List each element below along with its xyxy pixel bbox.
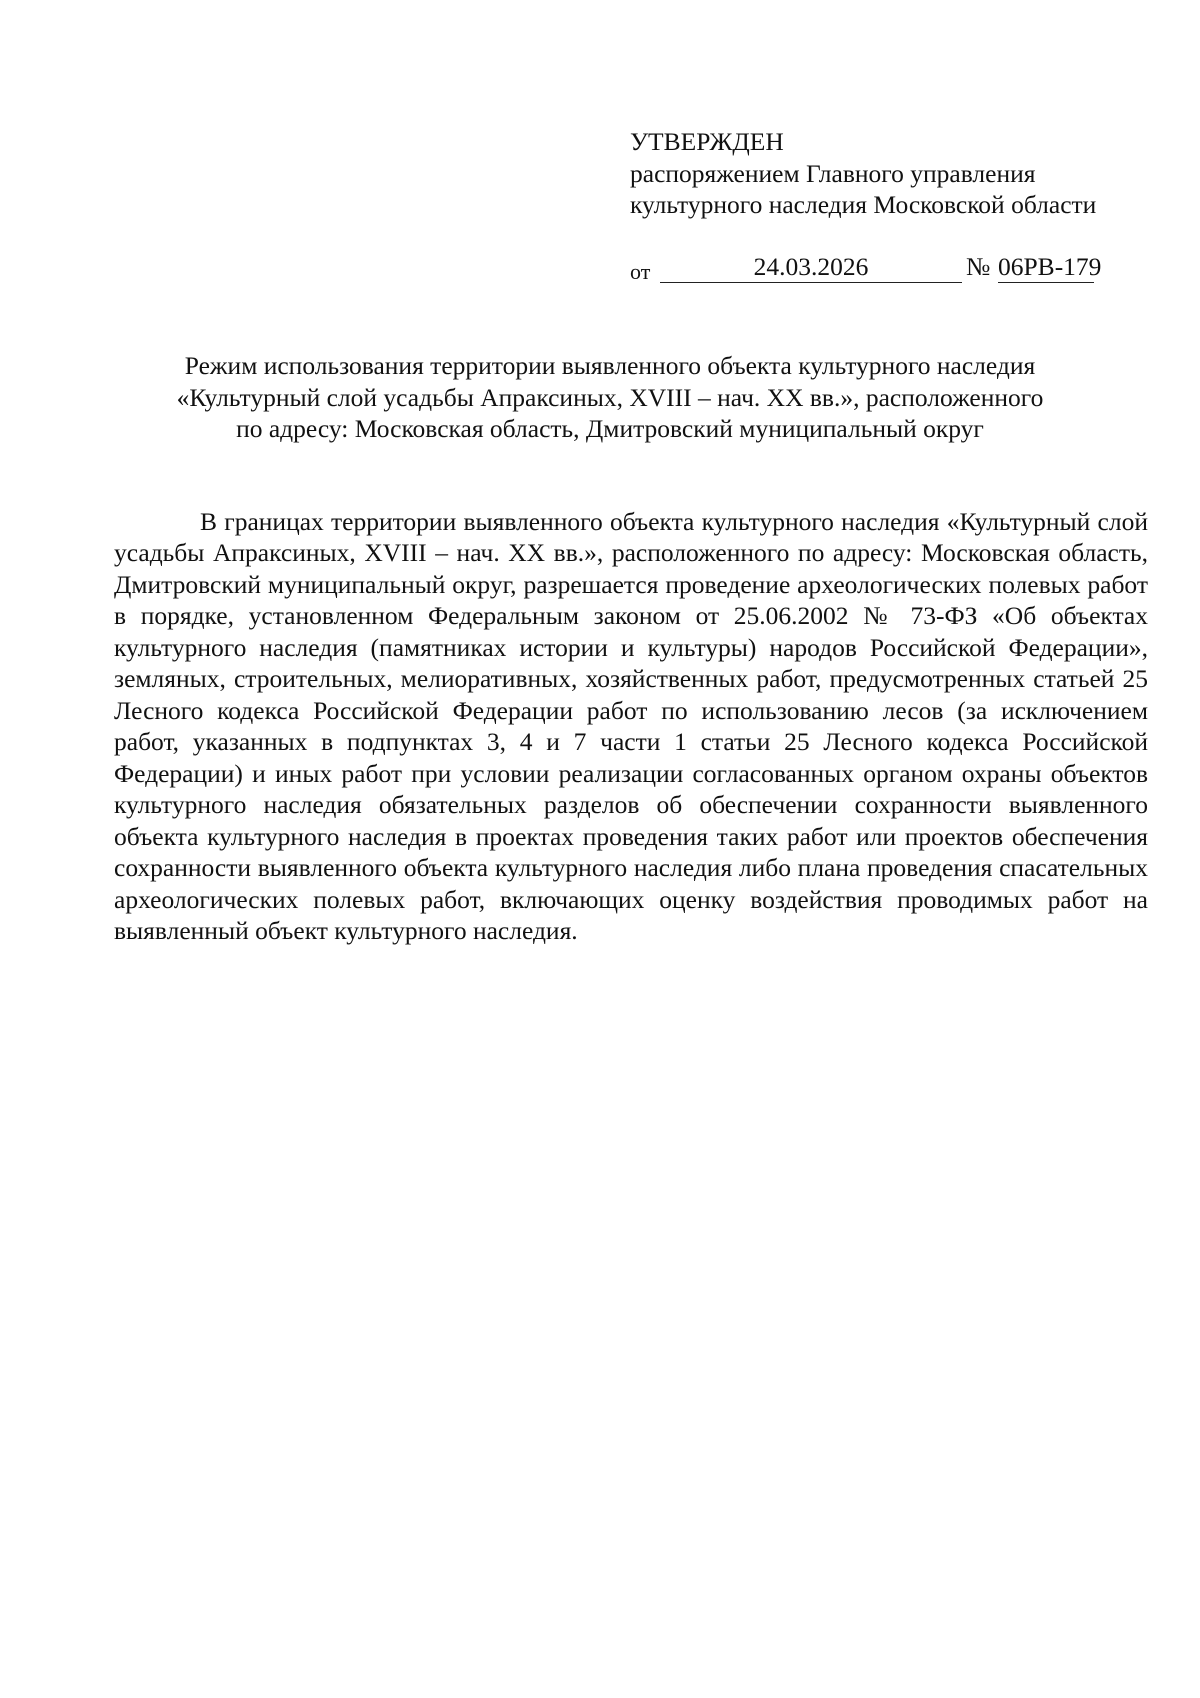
document-title bbox=[110, 350, 1110, 445]
date-prefix: от bbox=[630, 259, 651, 284]
order-number: 06РВ-179 bbox=[998, 252, 1102, 281]
title-line-1: Режим использования территории выявленного объекта культурного наследия bbox=[184, 351, 1036, 380]
number-prefix: № bbox=[966, 252, 991, 281]
title-line-2: «Культурный слой усадьбы Апраксиных, XVIII – нач. XX вв.», расположенного bbox=[176, 382, 1044, 412]
approval-heading: УТВЕРЖДЕН bbox=[630, 127, 784, 156]
registration-details bbox=[630, 252, 1102, 288]
approval-authority-line-2: культурного наследия Московской области bbox=[630, 190, 1097, 219]
approval-stamp bbox=[630, 126, 1150, 221]
approval-authority-line-1: распоряжением Главного управления bbox=[630, 158, 1036, 188]
body-paragraph: В границах территории выявленного объекта культурного наследия «Культурный слой усадьбы Апраксиных, XVIII – нач. XX вв.», расположенного по адресу: Московская область, Дмитровский муниципальный округ, разрешается проведение археологических полевых работ в порядке, установленном Федеральным законом от 25.06.2002 № 73-ФЗ «Об объектах культурного наследия (памятниках истории и культуры) народов Российской Федерации», земляных, строительных, мелиоративных, хозяйственных работ, предусмотренных статьей 25 Лесного кодекса Российской Федерации работ по использованию лесов (за исключением работ, указанных в подпунктах 3, 4 и 7 части 1 статьи 25 Лесного кодекса Российской Федерации) и иных работ при условии реализации согласованных органом охраны объектов культурного наследия обязательных разделов об обеспечении сохранности выявленного объекта культурного наследия в проектах проведения таких работ или проектов обеспечения сохранности выявленного объекта культурного наследия либо плана проведения спасательных археологических полевых работ, включающих оценку воздействия проводимых работ на выявленный объект культурного наследия. bbox=[114, 506, 1148, 945]
title-line-3: по адресу: Московская область, Дмитровский муниципальный округ bbox=[236, 414, 984, 443]
order-date: 24.03.2026 bbox=[660, 252, 962, 283]
